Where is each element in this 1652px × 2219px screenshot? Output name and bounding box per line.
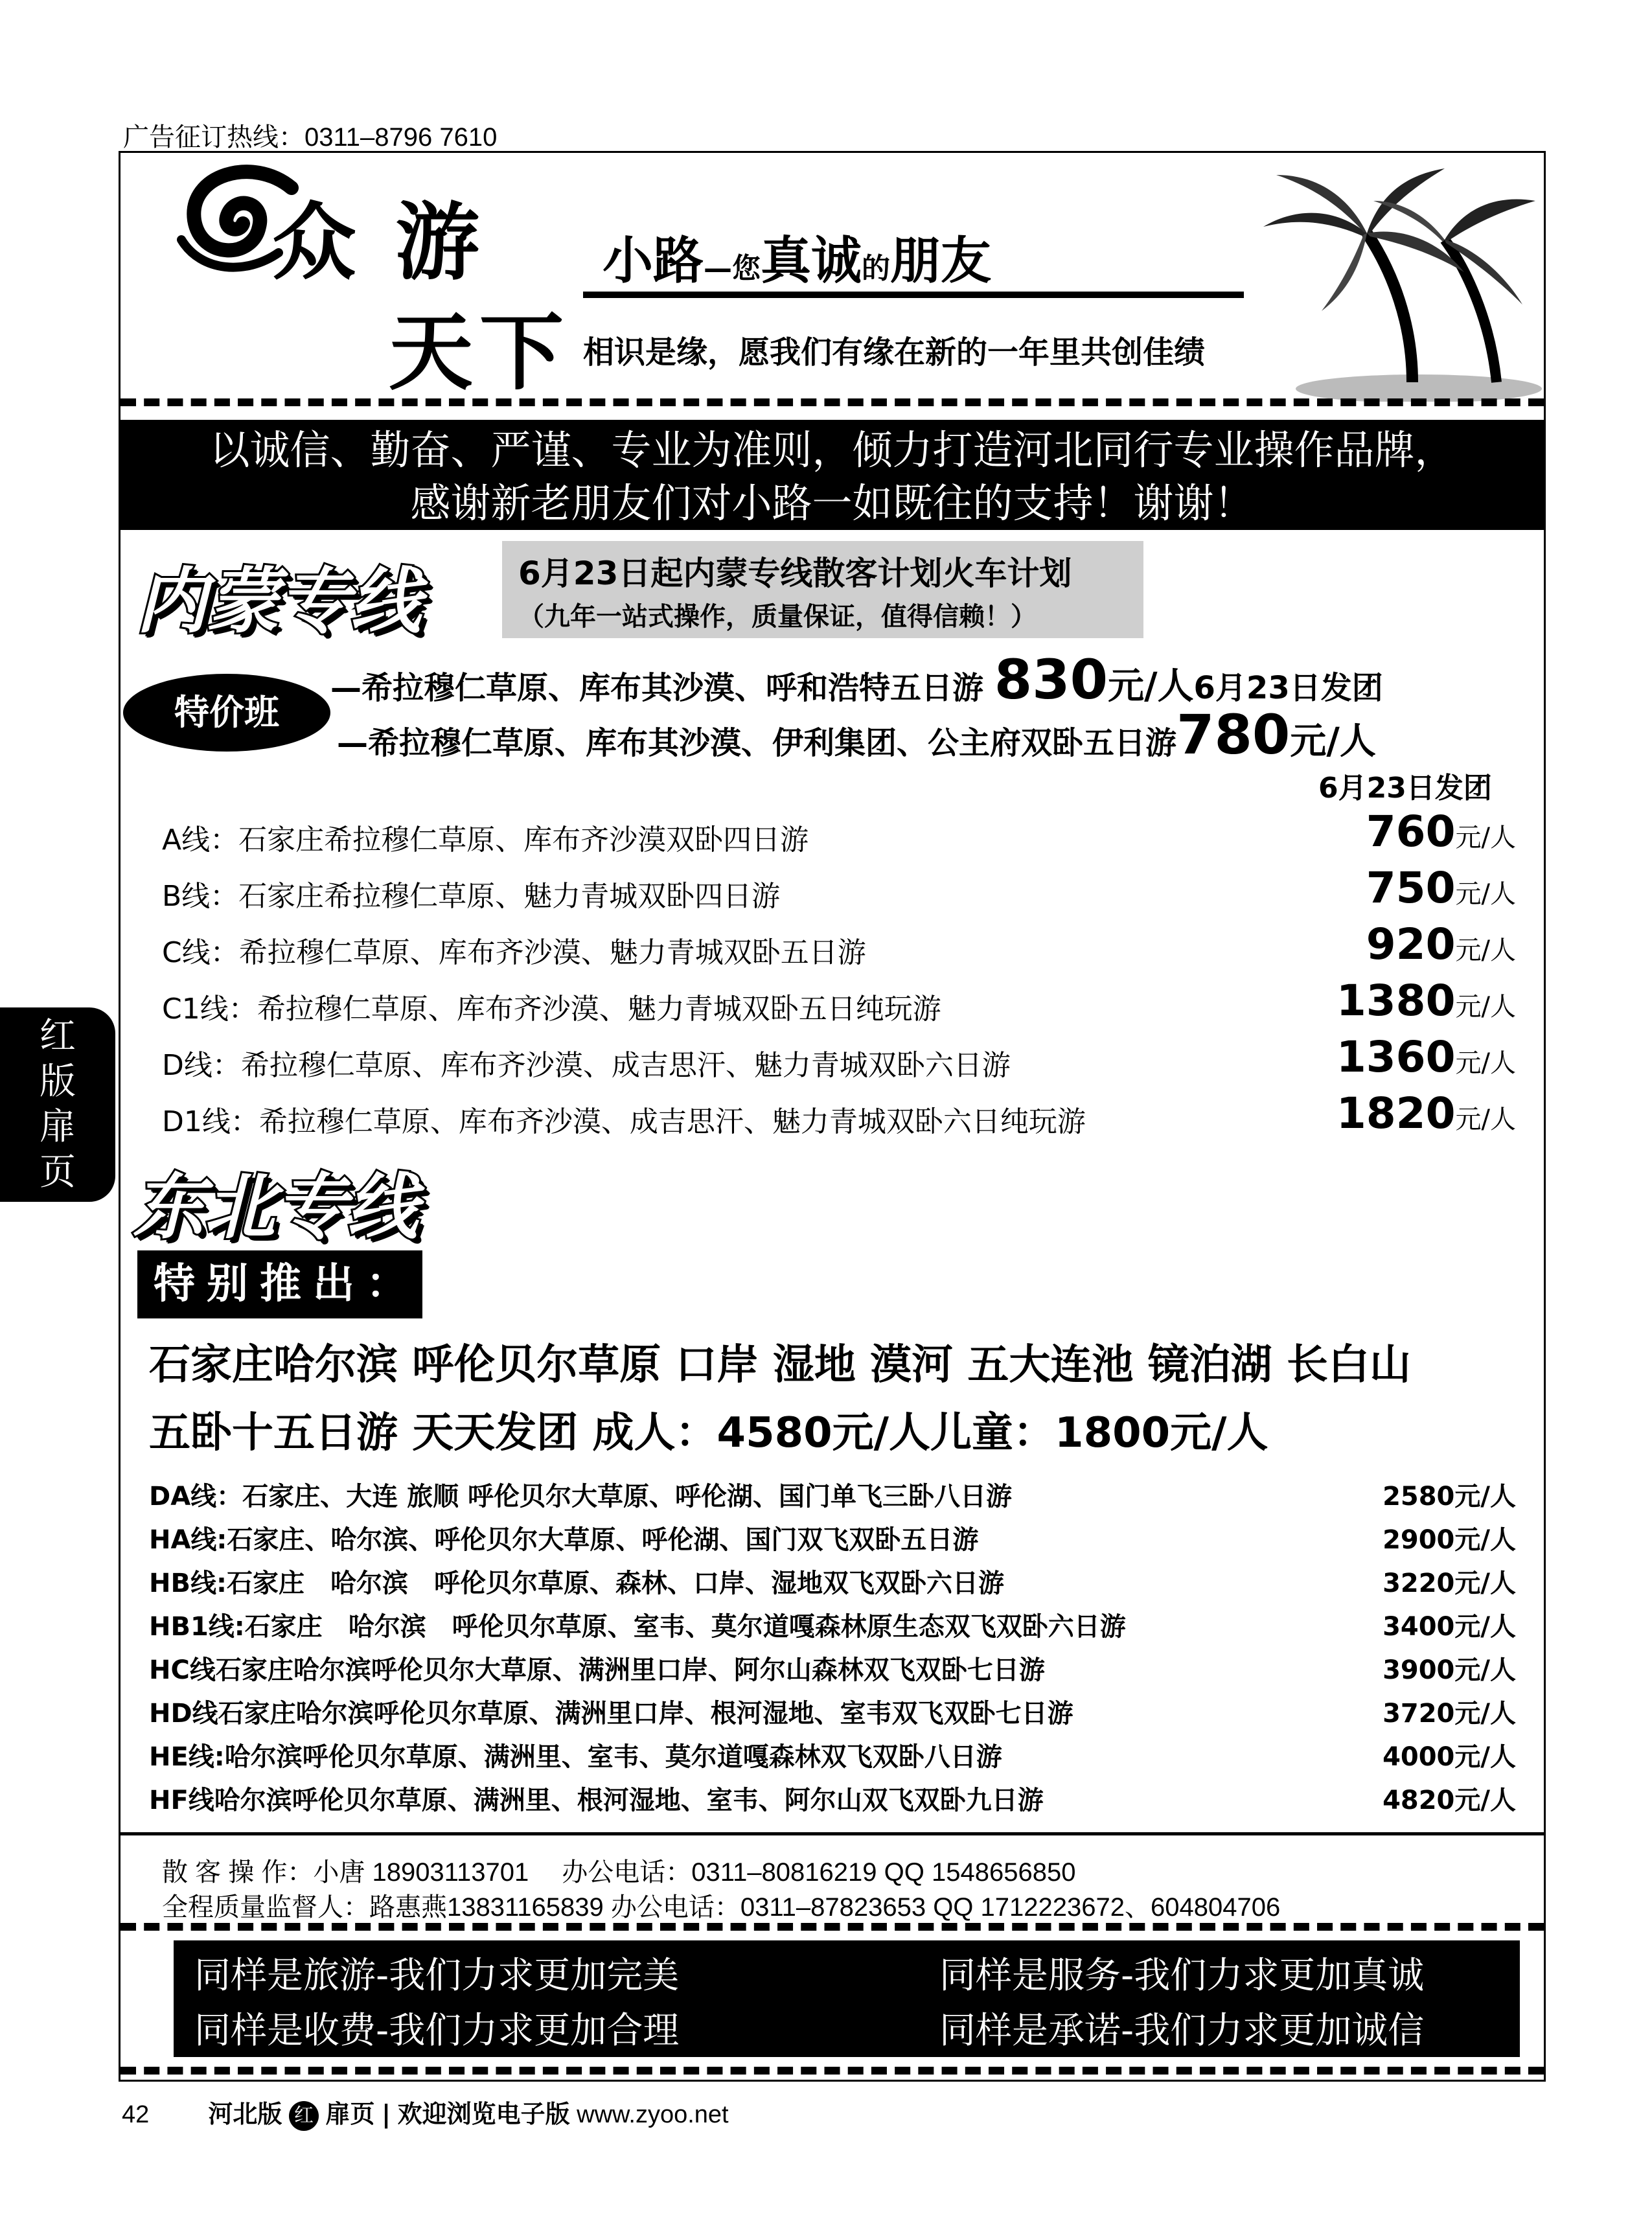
ad-hotline: 广告征订热线：0311–8796 7610 (123, 123, 498, 152)
special-label: 特价班 (123, 674, 330, 752)
contact-line: 全程质量监督人：路惠燕13831165839 办公电话：0311–87823653 QQ 1712223672、604804706 (162, 1893, 1281, 1922)
slogan-part: 的 (862, 252, 891, 285)
slogan-sub: 相识是缘，愿我们有缘在新的一年里共创佳绩 (583, 334, 1206, 371)
promo-text: 欢迎浏览电子版 (397, 2100, 570, 2128)
notice-title: 6月23日起内蒙专线散客计划火车计划 (518, 555, 1072, 592)
special-offer-unit: 元/人 (1290, 720, 1376, 763)
route-price-unit: 元/人 (1455, 936, 1516, 965)
route-line: A线：石家庄希拉穆仁草原、库布齐沙漠双卧四日游 (162, 823, 809, 857)
route-price-value: 750 (1366, 863, 1456, 913)
section-name: 扉页 (325, 2100, 375, 2128)
motto: 同样是服务-我们力求更加真诚 (939, 1955, 1425, 1997)
banner-line: 感谢新老朋友们对小路一如既往的支持！谢谢！ (410, 479, 1254, 527)
route-price-value: 760 (1366, 807, 1456, 857)
route-price: 3220元/人 (1382, 1569, 1516, 1598)
special-offer (330, 648, 1383, 711)
route-price (1337, 1088, 1516, 1138)
side-tab-char: 页 (40, 1151, 76, 1193)
route-price-value: 1380 (1336, 976, 1456, 1026)
special-push-label: 特别推出： (137, 1250, 422, 1318)
slogan-part: 朋友 (890, 232, 992, 290)
northeast-title: 东北专线 (133, 1166, 418, 1248)
edition-badge-icon: 红 (289, 2101, 319, 2131)
route-price: 2580元/人 (1382, 1482, 1516, 1512)
brand-top: 众游 (272, 192, 519, 292)
route-line: HD线石家庄哈尔滨呼伦贝尔草原、满洲里口岸、根河湿地、室韦双飞双卧七日游 (149, 1699, 1073, 1729)
route-price-value: 920 (1366, 919, 1456, 969)
route-price: 2900元/人 (1382, 1525, 1516, 1555)
route-price (1366, 919, 1516, 969)
special-offer-text: —希拉穆仁草原、库布其沙漠、呼和浩特五日游 (330, 670, 984, 706)
special-offer (337, 703, 1376, 766)
route-price (1337, 1032, 1516, 1082)
route-price-unit: 元/人 (1455, 1105, 1516, 1134)
route-line: C线：希拉穆仁草原、库布齐沙漠、魅力青城双卧五日游 (162, 936, 866, 969)
route-price (1337, 976, 1516, 1026)
route-price-unit: 元/人 (1455, 992, 1516, 1022)
side-tab-char: 扉 (40, 1106, 76, 1148)
route-line: HA线:石家庄、哈尔滨、呼伦贝尔大草原、呼伦湖、国门双飞双卧五日游 (149, 1525, 979, 1555)
special-offer-date: 6月23日发团 (1193, 670, 1383, 706)
route-line: HC线石家庄哈尔滨呼伦贝尔大草原、满洲里口岸、阿尔山森林双飞双卧七日游 (149, 1655, 1045, 1685)
route-price: 3900元/人 (1382, 1655, 1516, 1685)
page-number: 42 (122, 2101, 150, 2128)
banner-line: 以诚信、勤奋、严谨、专业为准则，倾力打造河北同行专业操作品牌， (209, 426, 1455, 474)
route-price-unit: 元/人 (1455, 1048, 1516, 1078)
motto: 同样是收费-我们力求更加合理 (194, 2010, 680, 2052)
special-offer-unit: 元/人 (1108, 665, 1194, 707)
route-price: 4820元/人 (1382, 1786, 1516, 1815)
route-line: HB1线:石家庄 哈尔滨 呼伦贝尔草原、室韦、莫尔道嘎森林原生态双飞双卧六日游 (149, 1612, 1126, 1642)
side-tab (0, 1007, 115, 1202)
route-line: C1线：希拉穆仁草原、库布齐沙漠、魅力青城双卧五日纯玩游 (162, 993, 941, 1026)
special-offer-date: 6月23日发团 (1318, 772, 1492, 805)
route-price (1366, 863, 1516, 913)
northeast-highlight: 五卧十五日游 天天发团 成人：4580元/人儿童：1800元/人 (149, 1409, 1268, 1457)
route-price: 3720元/人 (1382, 1699, 1516, 1729)
footer (122, 2094, 729, 2131)
slogan-part: —您 (704, 252, 761, 285)
route-price: 3400元/人 (1382, 1612, 1516, 1642)
special-offer-price: 780 (1176, 703, 1291, 766)
palm-tree-icon (1250, 155, 1542, 402)
slogan-divider (583, 292, 1244, 298)
route-line: HB线:石家庄 哈尔滨 呼伦贝尔草原、森林、口岸、湿地双飞双卧六日游 (149, 1569, 1004, 1598)
special-offer-text: —希拉穆仁草原、库布其沙漠、伊利集团、公主府双卧五日游 (337, 725, 1177, 761)
route-line: D线：希拉穆仁草原、库布齐沙漠、成吉思汗、魅力青城双卧六日游 (162, 1049, 1011, 1082)
website-link[interactable]: www.zyoo.net (577, 2101, 729, 2128)
route-line: DA线：石家庄、大连 旅顺 呼伦贝尔大草原、呼伦湖、国门单飞三卧八日游 (149, 1482, 1013, 1512)
route-price-unit: 元/人 (1455, 879, 1516, 909)
route-line: D1线：希拉穆仁草原、库布齐沙漠、成吉思汗、魅力青城双卧六日纯玩游 (162, 1105, 1086, 1138)
motto: 同样是旅游-我们力求更加完美 (194, 1955, 680, 1997)
dashed-divider (120, 2067, 1544, 2075)
inner-mongolia-title: 内蒙专线 (136, 560, 421, 643)
side-tab-char: 版 (40, 1061, 76, 1103)
dashed-divider (120, 1923, 1544, 1931)
route-price (1366, 807, 1516, 857)
contact-line: 散 客 操 作：小唐 18903113701 办公电话：0311–80816219 QQ 1548656850 (162, 1858, 1076, 1887)
route-line: HF线哈尔滨呼伦贝尔草原、满洲里、根河湿地、室韦、阿尔山双飞双卧九日游 (149, 1786, 1044, 1815)
slogan-part: 小路 (602, 232, 704, 290)
route-price-value: 1360 (1336, 1032, 1456, 1082)
motto: 同样是承诺-我们力求更加诚信 (939, 2010, 1425, 2052)
edition: 河北版 (208, 2100, 282, 2128)
side-tab-char: 红 (40, 1015, 76, 1057)
northeast-highlight: 石家庄哈尔滨 呼伦贝尔草原 口岸 湿地 漠河 五大连池 镜泊湖 长白山 (149, 1341, 1411, 1389)
divider-line (120, 1832, 1544, 1835)
notice-subtitle: （九年一站式操作，质量保证，值得信赖！） (518, 602, 1037, 632)
special-offer-price: 830 (994, 648, 1108, 711)
route-line: HE线:哈尔滨呼伦贝尔草原、满洲里、室韦、莫尔道嘎森林双飞双卧八日游 (149, 1742, 1002, 1772)
brand-bottom: 天下 (389, 303, 571, 402)
slogan-part: 真诚 (761, 232, 862, 290)
route-price-value: 1820 (1336, 1088, 1456, 1138)
dashed-divider (120, 398, 1544, 406)
mission-banner (120, 420, 1544, 530)
separator: | (382, 2100, 391, 2128)
route-line: B线：石家庄希拉穆仁草原、魅力青城双卧四日游 (162, 880, 781, 913)
route-price: 4000元/人 (1382, 1742, 1516, 1772)
slogan-main (602, 220, 991, 293)
route-price-unit: 元/人 (1455, 823, 1516, 853)
